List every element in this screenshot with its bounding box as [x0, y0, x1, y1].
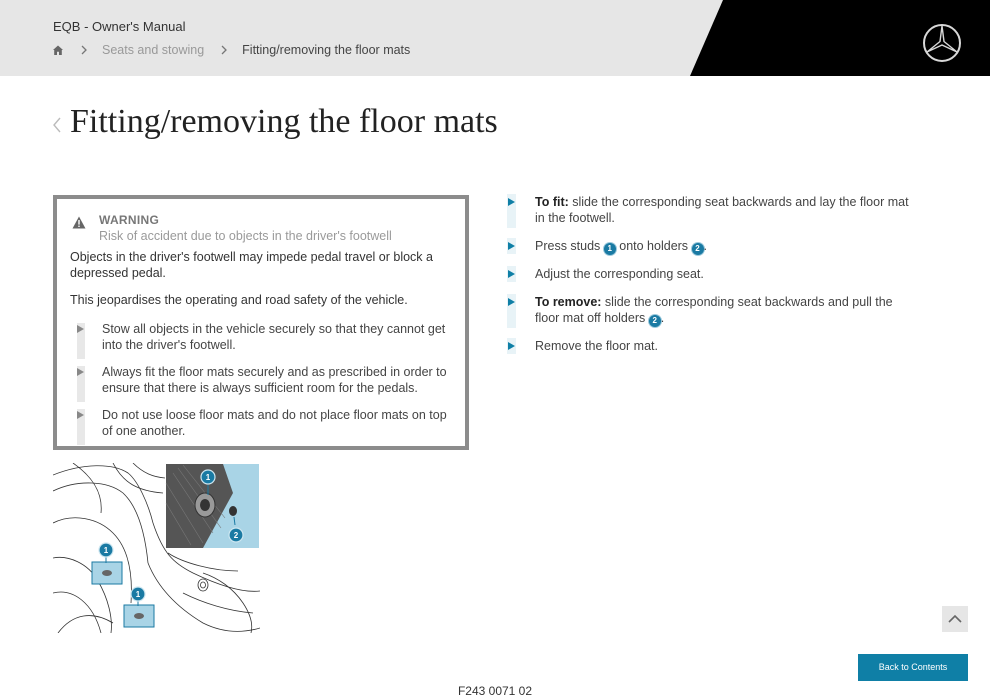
bullet-arrow-icon	[77, 325, 84, 333]
bullet-arrow-icon	[508, 198, 515, 206]
warning-list-item	[74, 408, 447, 445]
callout-badge	[201, 470, 215, 484]
callout-badge	[99, 543, 113, 557]
callout-badge: 1	[604, 243, 616, 255]
svg-text:1: 1	[103, 546, 109, 555]
warning-list-item	[74, 323, 444, 359]
warning-paragraph: This jeopardises the operating and road safety of the vehicle.	[70, 293, 408, 307]
warning-box	[53, 195, 469, 450]
warning-list-text: Always fit the floor mats securely and as prescribed in order to ensure that there is always sufficient room for the pedals.	[102, 365, 447, 395]
figure-code: F243 0071 02	[457, 684, 533, 698]
breadcrumb-current: Fitting/removing the floor mats	[242, 43, 411, 57]
chevron-right-icon	[80, 45, 88, 55]
callout-badge	[131, 587, 145, 601]
scroll-to-top-button[interactable]	[942, 606, 968, 632]
callout-badge	[229, 528, 243, 542]
bullet-arrow-icon	[77, 368, 84, 376]
svg-text:1: 1	[135, 590, 141, 599]
bullet-arrow-icon	[508, 342, 515, 350]
warning-heading: WARNING	[99, 213, 160, 227]
back-to-contents-button[interactable]: Back to Contents	[858, 654, 968, 681]
svg-text:2: 2	[233, 531, 239, 540]
step-text: To fit: slide the corresponding seat backwards and lay the floor mat in the footwell.	[535, 195, 909, 225]
mercedes-star-icon	[922, 23, 962, 63]
step-text: Remove the floor mat.	[535, 339, 658, 353]
callout-badge: 2	[692, 243, 704, 255]
warning-list-text: Do not use loose floor mats and do not place floor mats on top of one another.	[102, 408, 447, 438]
warning-list-item	[74, 365, 447, 402]
bullet-arrow-icon	[508, 270, 515, 278]
warning-paragraph: Objects in the driver's footwell may impede pedal travel or block a depressed pedal.	[70, 250, 433, 280]
breadcrumb-seats-and-stowing[interactable]: Seats and stowing	[102, 43, 205, 57]
breadcrumb	[52, 42, 410, 58]
step-text: To remove: slide the corresponding seat backwards and pull the floor mat off holders 2 .	[535, 295, 893, 325]
bullet-arrow-icon	[508, 242, 515, 250]
chevron-up-icon	[942, 606, 968, 632]
home-icon[interactable]	[52, 44, 64, 56]
bullet-arrow-icon	[77, 411, 84, 419]
header-bar	[0, 0, 990, 76]
app-title: EQB - Owner's Manual	[53, 19, 186, 34]
warning-list-text: Stow all objects in the vehicle securely so that they cannot get into the driver's footwell.	[102, 322, 446, 352]
chevron-right-icon	[220, 45, 228, 55]
floor-mat-illustration	[53, 463, 260, 633]
page-title: Fitting/removing the floor mats	[70, 103, 498, 140]
bullet-arrow-icon	[508, 298, 515, 306]
svg-text:1: 1	[205, 473, 211, 482]
callout-badge: 2	[649, 315, 661, 327]
warning-triangle-icon	[72, 216, 86, 229]
step-text: Press studs 1 onto holders 2 .	[535, 239, 708, 253]
step-text: Adjust the corresponding seat.	[535, 267, 704, 281]
chevron-left-icon[interactable]	[52, 116, 62, 134]
warning-subheading: Risk of accident due to objects in the driver's footwell	[99, 229, 392, 243]
